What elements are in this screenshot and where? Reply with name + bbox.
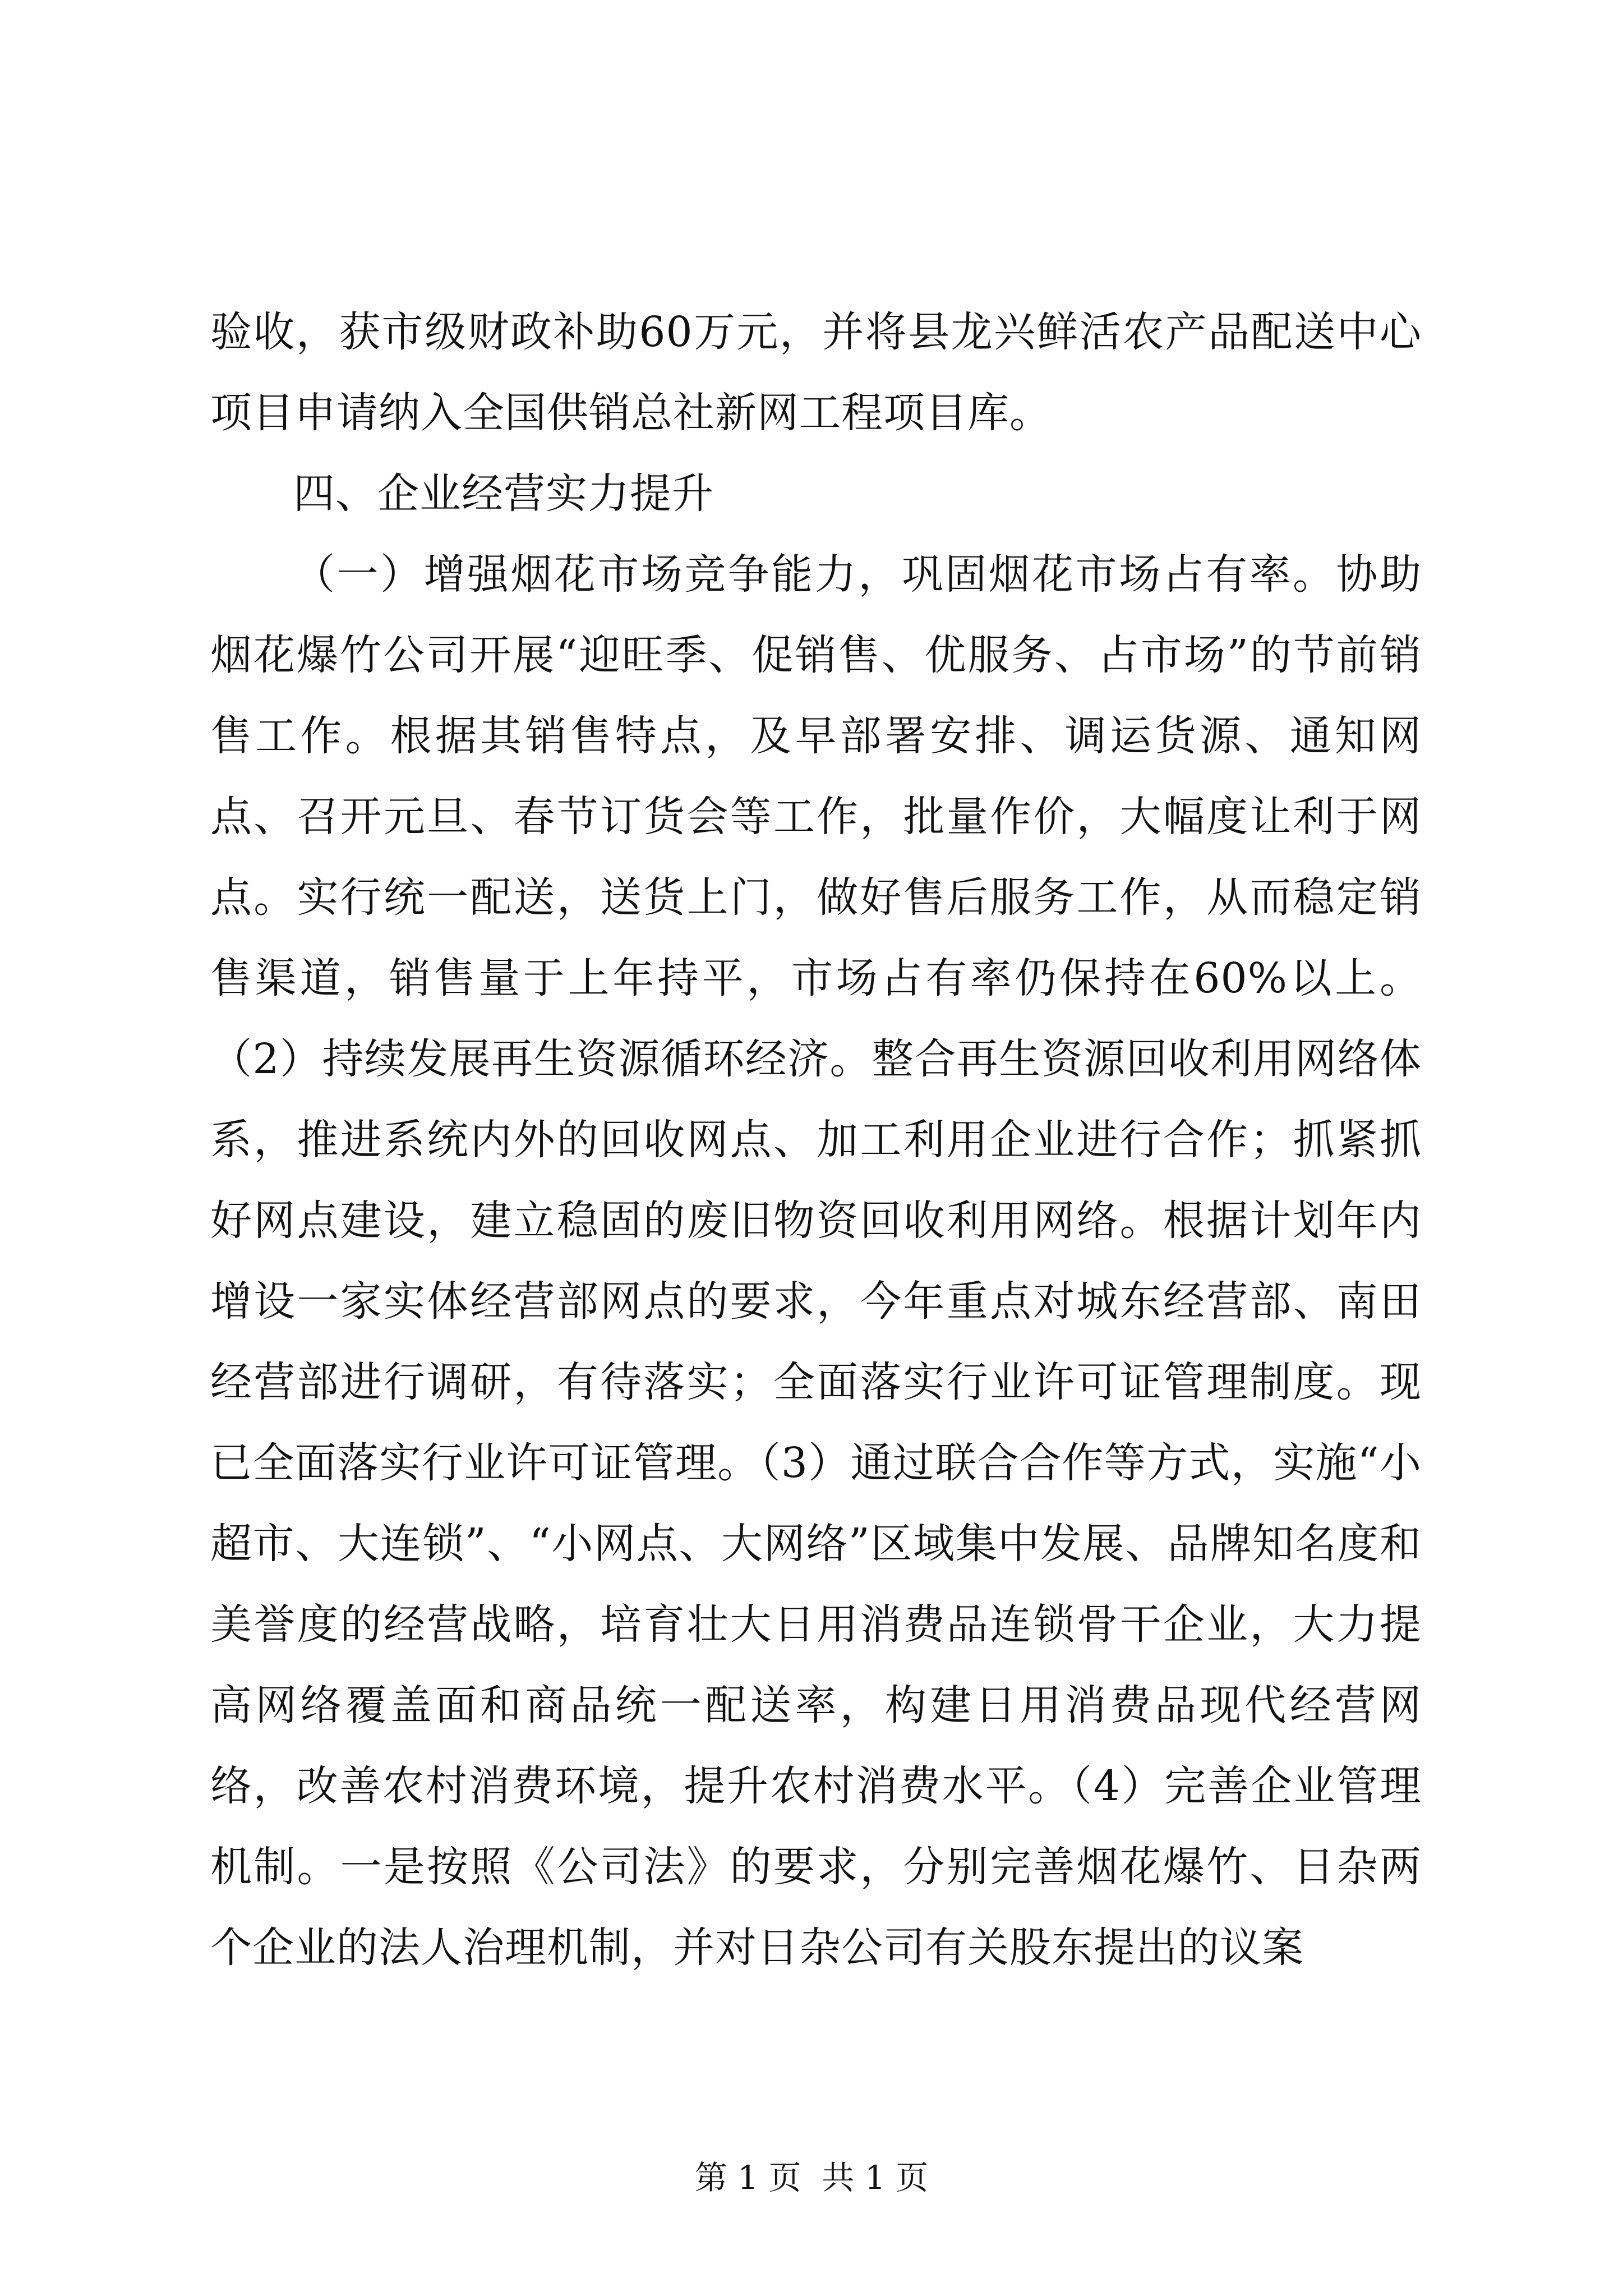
section-heading: 四、企业经营实力提升 bbox=[293, 470, 714, 518]
paragraph-main: （一）增强烟花市场竞争能力，巩固烟花市场占有率。协助烟花爆竹公司开展“迎旺季、促销售、优服务、占市场”的节前销售工作。根据其销售特点，及早部署安排、调运货源、通知网点、召开元旦、春节订货会等工作，批量作价，大幅度让利于网点。实行统一配送，送货上门，做好售后服务工作，从而稳定销售渠道，销售量于上年持平，市场占有率仍保持在60%以上。（2）持续发展再生资源循环经济。整合再生资源回收利用网络体系，推进系统内外的回收网点、加工利用企业进行合作；抓紧抓好网点建设，建立稳固的废旧物资回收利用网络。根据计划年内增设一家实体经营部网点的要求，今年重点对城东经营部、南田经营部进行调研，有待落实；全面落实行业许可证管理制度。现已全面落实行业许可证管理。（3）通过联合合作等方式，实施“小超市、大连锁”、“小网点、大网络”区域集中发展、品牌知名度和美誉度的经营战略，培育壮大日用消费品连锁骨干企业，大力提高网络覆盖面和商品统一配送率，构建日用消费品现代经营网络，改善农村消费环境，提升农村消费水平。（4）完善企业管理机制。一是按照《公司法》的要求，分别完善烟花爆竹、日杂两个企业的法人治理机制，并对日杂公司有关股东提出的议案 bbox=[210, 550, 1422, 1972]
document-body bbox=[210, 292, 1422, 1988]
page-footer: 第 1 页 共 1 页 bbox=[694, 2159, 929, 2197]
paragraph-continuation: 验收，获市级财政补助60万元，并将县龙兴鲜活农产品配送中心项目申请纳入全国供销总社新网工程项目库。 bbox=[210, 308, 1422, 437]
